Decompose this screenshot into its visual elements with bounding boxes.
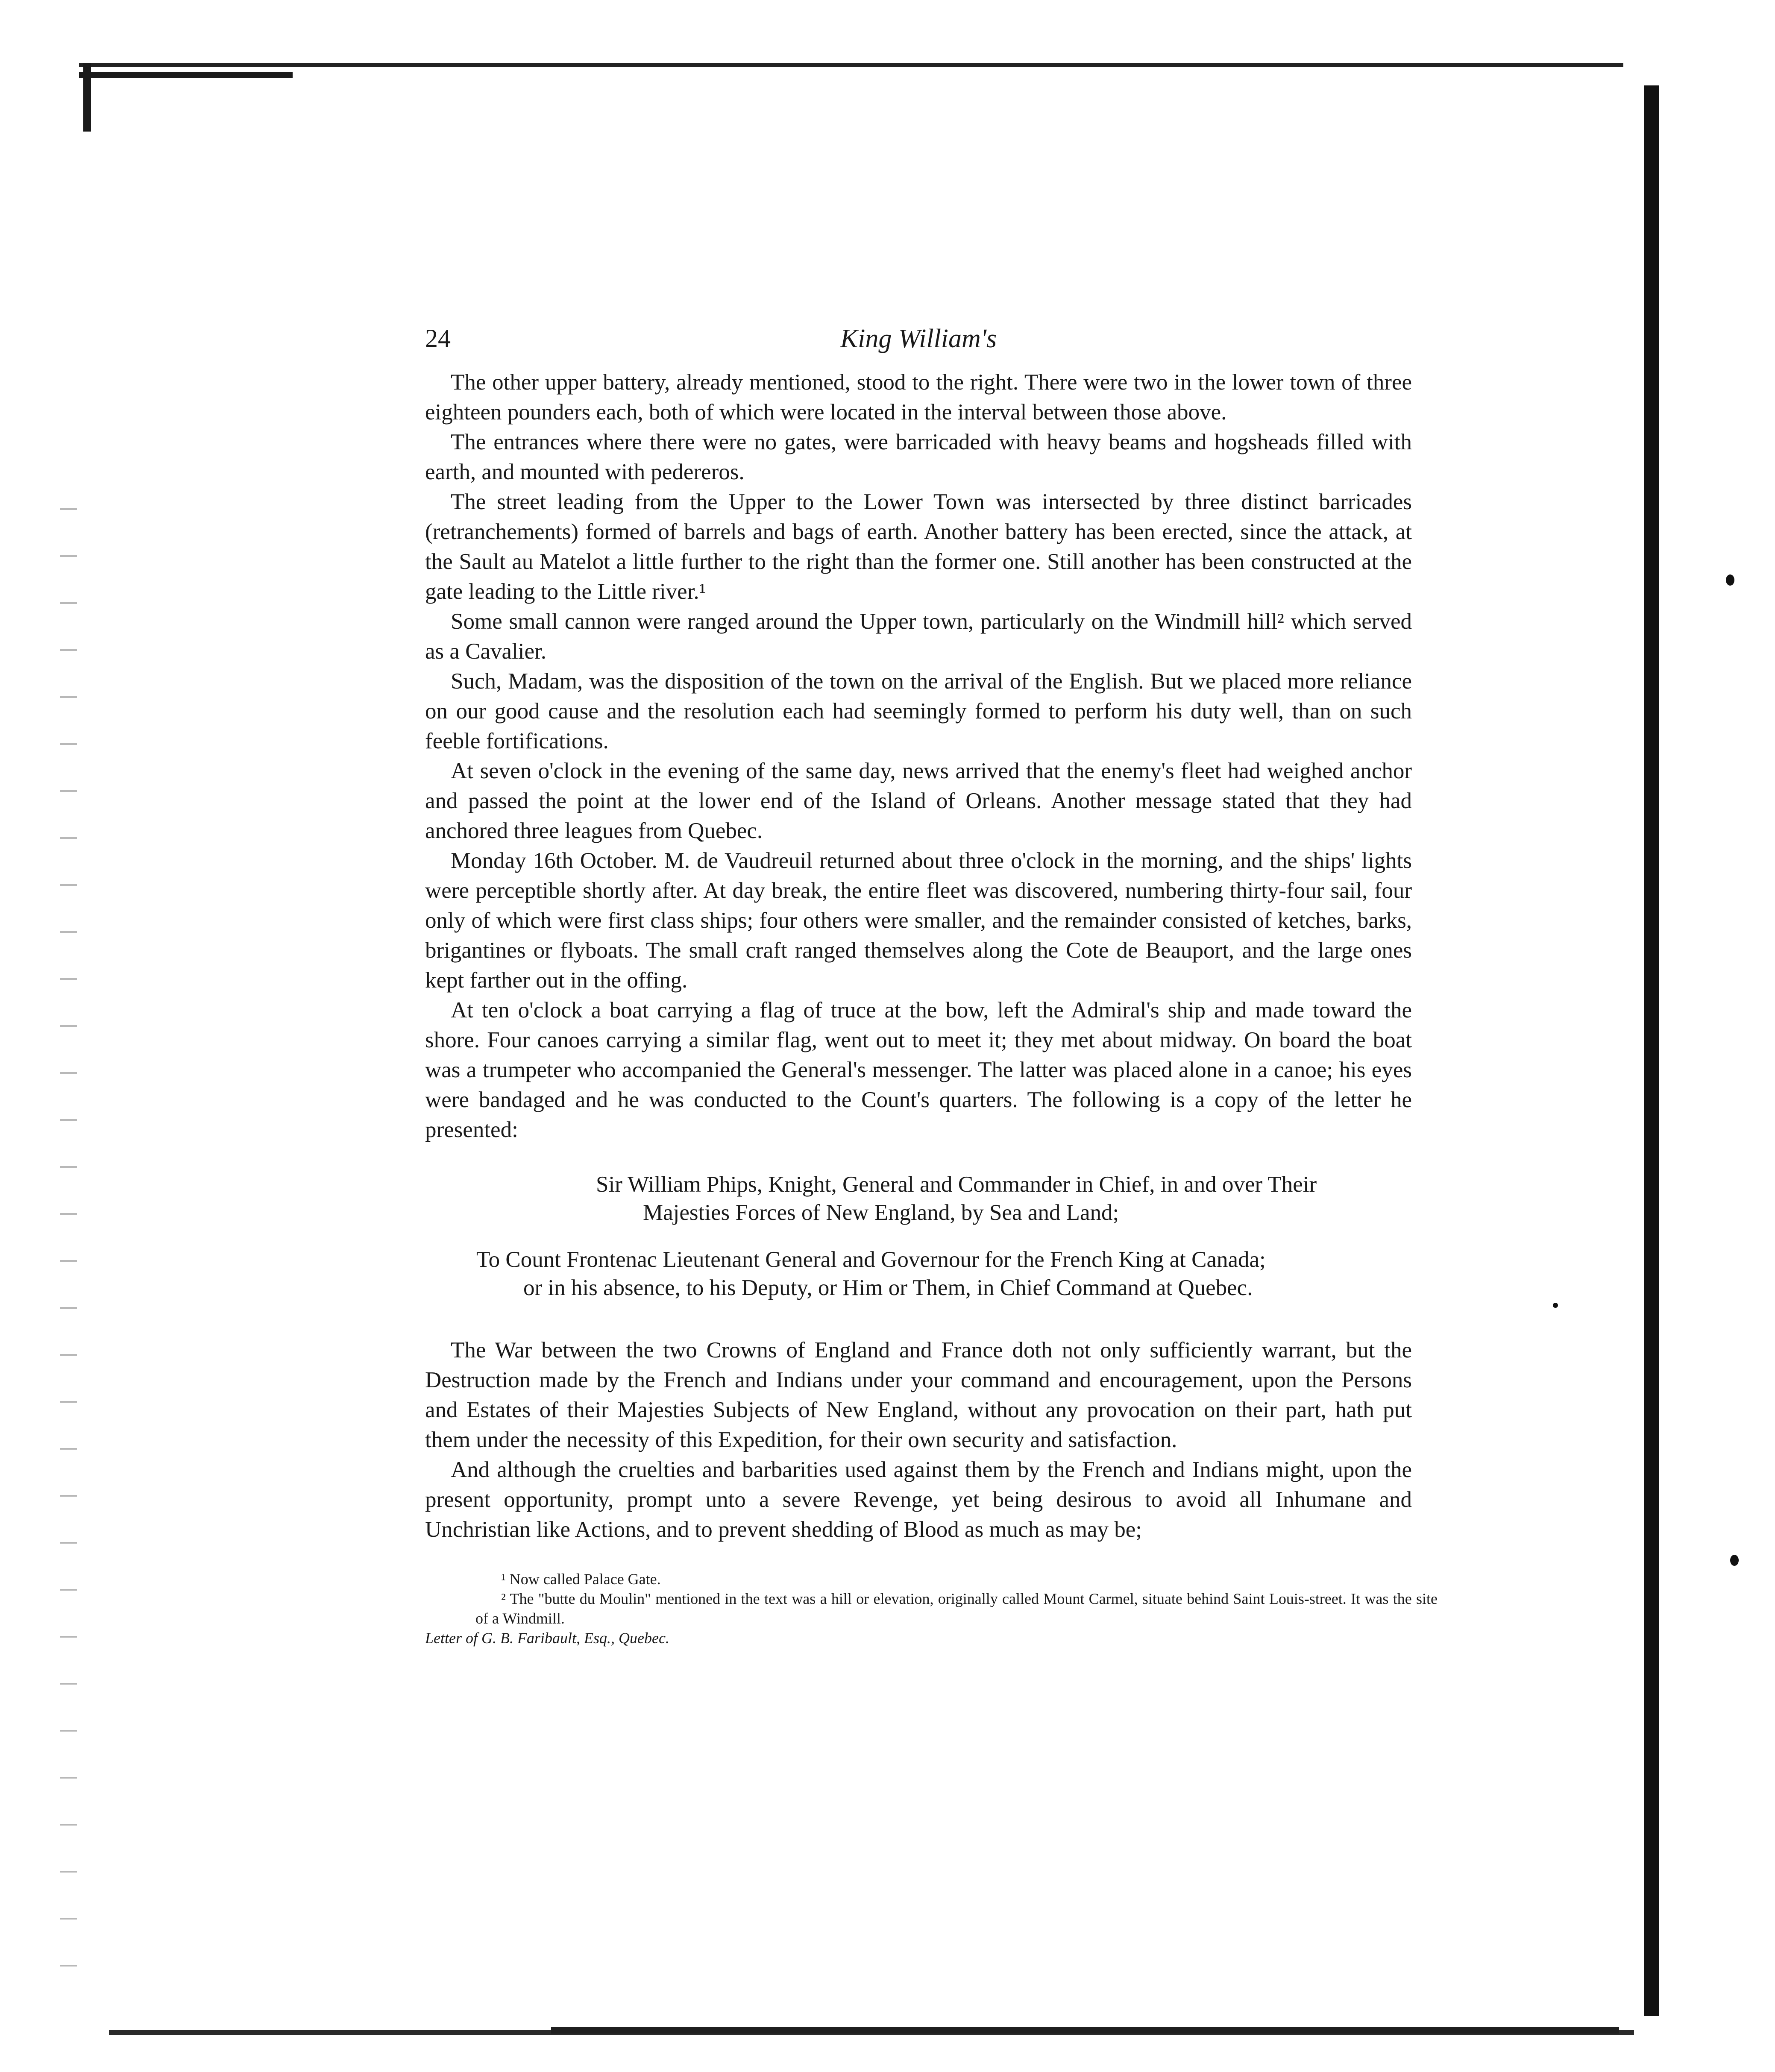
footnote-text: ¹ Now called Palace Gate. [501,1571,661,1588]
scan-ink-spot [1730,1555,1739,1566]
paragraph: Such, Madam, was the disposition of the town on the arrival of the English. But we placed more reliance on our good cause and the resolution each had seemingly formed to perform his duty well, than on such feeble fortifications. [425,669,1412,753]
letter-sender-line: Majesties Forces of New England, by Sea and Land; [643,1200,1119,1225]
scan-corner-mark [83,63,91,132]
book-page [425,316,1438,1648]
footnote-source: Letter of G. B. Faribault, Esq., Quebec. [425,1629,669,1647]
letter-recipient-line: To Count Frontenac Lieutenant General and Governour for the French King at Canada; [476,1247,1266,1272]
letter-paragraph: And although the cruelties and barbarities used against them by the French and Indians might, upon the present opportunity, prompt unto a severe Revenge, yet being desirous to avoid all Inhumane and Unchristian like Actions, and to prevent shedding of Blood as much as may be; [425,1457,1412,1542]
paragraph: The other upper battery, already mentioned, stood to the right. There were two in the lower town of three eighteen pounders each, both of which were located in the interval between those above. [425,370,1412,425]
body-text [425,367,1438,1648]
letter-body [425,1335,1412,1544]
footnotes [425,1569,1438,1648]
running-title: King William's [840,324,997,353]
scan-left-specks [60,491,77,1986]
scan-top-border [79,63,1623,67]
letter-sender [425,1170,1412,1227]
scan-ink-spot [1553,1303,1558,1308]
letter-recipient [425,1246,1412,1302]
paragraph: Some small cannon were ranged around the Upper town, particularly on the Windmill hill² which served as a Cavalier. [425,609,1412,664]
scan-right-edge [1644,85,1659,2016]
footnote [425,1589,1438,1648]
letter-heading [425,1170,1412,1302]
paragraph: The street leading from the Upper to the Lower Town was intersected by three distinct barricades (retranchements) formed of barrels and bags of earth. Another battery has been erected, since the attack, at the Sault au Matelot a little further to the right than the former one. Still another has been constructed at the gate leading to the Little river.¹ [425,489,1412,604]
scan-ink-spot [1726,574,1734,586]
letter-recipient-line: or in his absence, to his Deputy, or Him or Them, in Chief Command at Quebec. [523,1275,1253,1300]
scan-top-border-thick [79,72,293,78]
footnote-text: ² The "butte du Moulin" mentioned in the text was a hill or elevation, originally called Mount Carmel, situate behind Saint Louis-street. It was the site of a Windmill. [475,1590,1438,1627]
page-number: 24 [425,324,451,352]
paragraph: At ten o'clock a boat carrying a flag of truce at the bow, left the Admiral's ship and made toward the shore. Four canoes carrying a similar flag, went out to meet it; they met about midway. On board the boat was a trumpeter who accompanied the General's messenger. The latter was placed alone in a canoe; his eyes were bandaged and he was conducted to the Count's quarters. The following is a copy of the letter he presented: [425,998,1412,1142]
paragraph: The entrances where there were no gates, were barricaded with heavy beams and hogsheads filled with earth, and mounted with pedereros. [425,430,1412,484]
paragraph: Monday 16th October. M. de Vaudreuil returned about three o'clock in the morning, and the ships' lights were perceptible shortly after. At day break, the entire fleet was discovered, numbering thirty-four sail, four only of which were first class ships; four others were smaller, and the remainder consisted of ketches, barks, brigantines or flyboats. The small craft ranged themselves along the Cote de Beauport, and the large ones kept farther out in the offing. [425,848,1412,993]
letter-paragraph: The War between the two Crowns of England and France doth not only sufficiently warrant, but the Destruction made by the French and Indians under your command and encouragement, upon the Persons and Estates of their Majesties Subjects of New England, without any provocation on their part, hath put them under the necessity of this Expedition, for their own security and satisfaction. [425,1338,1412,1452]
letter-sender-line: Sir William Phips, Knight, General and Commander in Chief, in and over Their [596,1172,1317,1197]
footnote [425,1569,1412,1589]
scan-bottom-border-thick [551,2027,1619,2034]
running-header [425,316,1412,367]
paragraph: At seven o'clock in the evening of the same day, news arrived that the enemy's fleet had weighed anchor and passed the point at the lower end of the Island of Orleans. Another message stated that they had anchored three leagues from Quebec. [425,759,1412,843]
